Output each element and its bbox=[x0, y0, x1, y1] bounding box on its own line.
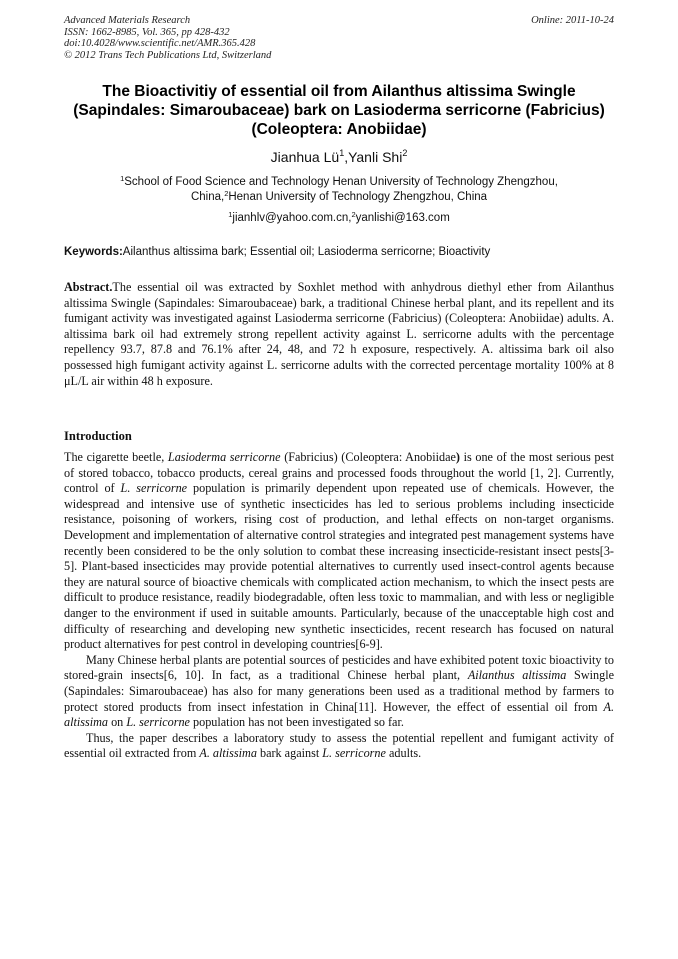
affiliation-superscript: 1 bbox=[120, 174, 125, 183]
text-run: The cigarette beetle, bbox=[64, 450, 168, 464]
online-date: Online: 2011-10-24 bbox=[531, 15, 614, 26]
intro-paragraph-2 bbox=[64, 653, 614, 731]
issn-line: ISSN: 1662-8985, Vol. 365, pp 428-432 bbox=[64, 26, 230, 38]
keywords-label: Keywords: bbox=[64, 246, 123, 258]
title-line-1: The Bioactivitiy of essential oil from Ailanthus altissima Swingle bbox=[102, 83, 576, 100]
introduction-heading: Introduction bbox=[64, 429, 132, 443]
text-run: Many Chinese herbal plants are potential sources of pesticides and have exhibited potent toxic bioactivity to stored-grain insects[6, 10]. In fact, as a traditional Chinese herbal plant, bbox=[64, 652, 614, 683]
author-superscript: 2 bbox=[402, 148, 408, 158]
author-name: Yanli Shi bbox=[348, 149, 403, 165]
abstract bbox=[64, 280, 614, 389]
affiliation-line-1 bbox=[64, 175, 614, 190]
keywords bbox=[64, 245, 614, 260]
email-link[interactable]: yanlishi@163.com bbox=[355, 212, 450, 224]
title-line-2: (Sapindales: Simaroubaceae) bark on Lasioderma serricorne (Fabricius) bbox=[73, 102, 605, 119]
author-superscript: 1 bbox=[339, 148, 345, 158]
intro-paragraph-3 bbox=[64, 731, 614, 762]
affiliation-line-2 bbox=[64, 190, 614, 205]
text-run: (Fabricius) (Coleoptera: Anobiidae bbox=[280, 450, 456, 464]
abstract-label: Abstract. bbox=[64, 280, 113, 294]
copyright-line: © 2012 Trans Tech Publications Ltd, Switzerland bbox=[64, 49, 272, 61]
author-emails bbox=[64, 211, 614, 226]
species-name: Ailanthus altissima bbox=[467, 668, 567, 683]
text-run: population is primarily dependent upon repeated use of chemicals. However, the widespread and intensive use of synthetic insecticides has led to serious problems including insecticide resistance, poisoning of workers, rising cost of production, and lethal effects on non-target organisms. Development and implementation of alternative control strategies and integrated pest management systems have recently been considered to be the only solution to combat these increasing insecticide-resistant insect pests[3-5]. Plant-based insecticides may provide potential alternatives to currently used insect-control agents because they are natural source of bioactive chemicals with complicated action mechanism, to which the insect pests are difficult to produce resistance, readily biodegradable, often less toxic to mammalian, and with less or negligible danger to the environment if used in suitable amounts. Particularly, because of the unacceptable high cost and difficulty of researching and developing new synthetic insecticides, recent research has focused on natural product alternatives for pest control in developing countries[6-9]. bbox=[64, 481, 614, 652]
text-run: adults. bbox=[385, 746, 422, 761]
species-name: L. serricorne bbox=[120, 481, 188, 496]
introduction-body bbox=[64, 450, 614, 762]
text-run: is one of the most serious pest of stored tobacco, tobacco products, cereal grains and processed foods throughout the world [1, 2]. Currently, control of bbox=[64, 450, 614, 496]
journal-header bbox=[64, 15, 271, 61]
title-line-3: (Coleoptera: Anobiidae) bbox=[251, 121, 427, 138]
affiliation-text: China, bbox=[190, 191, 225, 203]
author-list bbox=[64, 148, 614, 166]
email-link[interactable]: jianhlv@yahoo.com.cn, bbox=[232, 212, 352, 224]
email-superscript: 1 bbox=[228, 210, 233, 219]
species-name: A. altissima bbox=[64, 699, 614, 730]
species-name: L. serricorne bbox=[322, 746, 386, 761]
text-run: Thus, the paper describes a laboratory study to assess the potential repellent and fumigant activity of essential oil extracted from bbox=[64, 730, 614, 761]
text-run: population has not been investigated so far. bbox=[189, 715, 404, 730]
text-run: bark against bbox=[256, 746, 323, 761]
keywords-text: Ailanthus altissima bark; Essential oil; Lasioderma serricorne; Bioactivity bbox=[122, 246, 491, 258]
species-name: A. altissima bbox=[199, 746, 257, 761]
email-superscript: 2 bbox=[351, 210, 356, 219]
text-run: Swingle (Sapindales: Simaroubaceae) has also for many generations been used as a traditional method by farmers to protect stored products from insect infestation in China[11]. However, the effect of essential oil from bbox=[64, 668, 615, 714]
text-run: ) bbox=[455, 450, 460, 464]
species-name: L. serricorne bbox=[126, 715, 190, 730]
journal-name: Advanced Materials Research bbox=[64, 15, 191, 26]
author-separator: , bbox=[344, 149, 349, 165]
abstract-text: The essential oil was extracted by Soxhlet method with anhydrous diethyl ether from Ailanthus altissima Swingle (Sapindales: Simaroubaceae) bark, a traditional Chinese herbal plant, and its repellent and its fumigant activity was investigated against Lasioderma serricorne (Fabricius) (Coleoptera: Anobiidae) adults. A. altissima bark oil had extremely strong repellent activity against L. serricorne adults with the percentage repellency 93.7, 87.8 and 76.1% after 24, 48, and 72 h exposure, respectively. A. altissima bark oil also possessed high fumigant activity against L. serricorne adults with the corrected percentage mortality 100% at 8 μL/L air within 48 h exposure. bbox=[64, 280, 614, 388]
doi-line: doi:10.4028/www.scientific.net/AMR.365.428 bbox=[64, 38, 256, 49]
text-run: on bbox=[108, 715, 127, 730]
affiliation-text: Henan University of Technology Zhengzhou, China bbox=[228, 191, 488, 203]
paper-title bbox=[56, 82, 622, 139]
author-name: Jianhua Lü bbox=[270, 149, 340, 165]
affiliation bbox=[64, 175, 614, 205]
affiliation-superscript: 2 bbox=[224, 189, 229, 198]
species-name: Lasioderma serricorne bbox=[167, 450, 281, 464]
intro-paragraph-1 bbox=[64, 450, 614, 653]
affiliation-text: School of Food Science and Technology Henan University of Technology Zhengzhou, bbox=[124, 176, 558, 188]
